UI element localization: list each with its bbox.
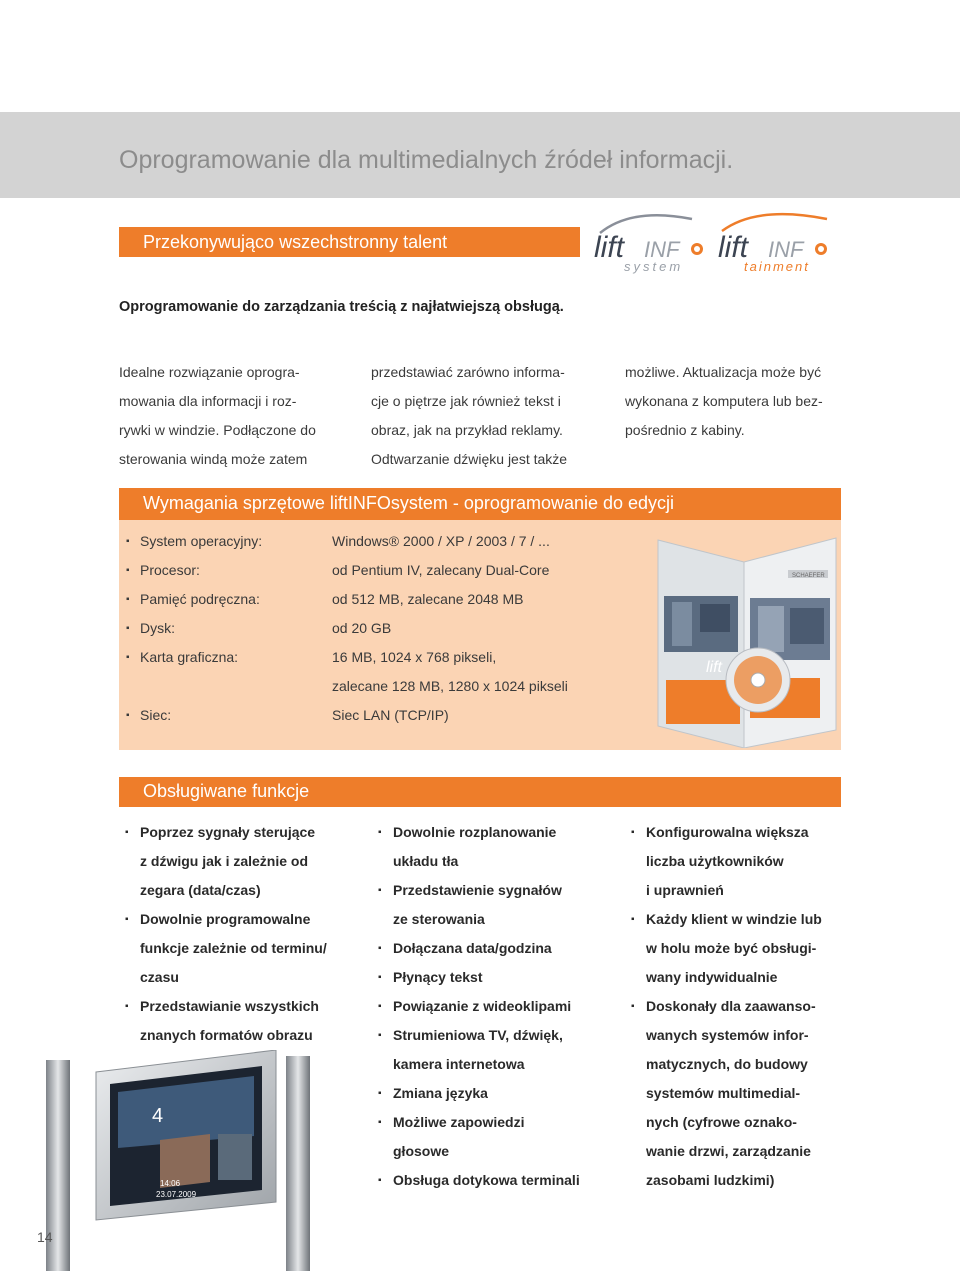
functions-heading: Obsługiwane funkcje (143, 781, 310, 801)
logo-system-text: system (624, 259, 684, 274)
function-item: ▪ Każdy klient w windzie lub (625, 905, 822, 934)
subtitle: Oprogramowanie do zarządzania treścią z najłatwiejszą obsługą. (119, 299, 564, 315)
bullet-icon: ▪ (631, 827, 635, 838)
function-item: znanych formatów obrazu (140, 1027, 313, 1043)
requirement-label: Siec: (140, 707, 172, 723)
box-brand-text: SCHAEFER (792, 573, 825, 579)
bullet-icon: ▪ (378, 827, 382, 838)
kiosk-floor-text: 4 (152, 1105, 164, 1127)
intro-line: cje o piętrze jak również tekst i (371, 393, 561, 409)
page-title: Oprogramowanie dla multimedialnych źródeł informacji. (119, 146, 734, 174)
bullet-icon: ▪ (125, 827, 129, 838)
bullet-icon: ▪ (378, 972, 382, 983)
bullet-icon: ▪ (378, 1001, 382, 1012)
bullet-icon: ▪ (125, 1001, 129, 1012)
function-item: ▪ Strumieniowa TV, dźwięk, (372, 1021, 580, 1050)
function-item: ▪ Przedstawianie wszystkich (119, 992, 327, 1021)
bullet-icon: ▪ (378, 1030, 382, 1041)
requirements-header (119, 488, 841, 520)
intro-column-1 (119, 358, 316, 474)
logo-tainment-text: tainment (744, 259, 810, 274)
kiosk-time-text: 14:06 (160, 1179, 181, 1188)
bullet-icon: ▪ (631, 914, 635, 925)
bullet-icon: ▪ (378, 1175, 382, 1186)
bullet-icon: ▪ (126, 536, 130, 547)
requirement-value: od 20 GB (332, 620, 392, 636)
software-box-image (640, 530, 840, 748)
function-item: funkcje zależnie od terminu/ (140, 940, 327, 956)
function-item: ▪ Dowolnie programowalne (119, 905, 327, 934)
page-number: 14 (37, 1229, 53, 1245)
function-item: ▪ Poprzez sygnały sterujące (119, 818, 327, 847)
requirement-value: 16 MB, 1024 x 768 pikseli, (332, 649, 497, 665)
bullet-icon: ▪ (631, 1001, 635, 1012)
kiosk-date-text: 23.07.2009 (156, 1190, 197, 1199)
intro-line: sterowania windą może zatem (119, 451, 308, 467)
function-item: ▪ Zmiana języka (372, 1079, 580, 1108)
bullet-icon: ▪ (126, 565, 130, 576)
logo-lift-text-2: lift (718, 231, 748, 264)
liftinfo-tainment-logo (718, 214, 827, 274)
bullet-icon: ▪ (126, 652, 130, 663)
tagline-bar (119, 227, 580, 257)
intro-column-2 (371, 358, 567, 474)
function-item: zegara (data/czas) (140, 882, 261, 898)
function-item: w holu może być obsługi- (646, 940, 817, 956)
intro-line: pośrednio z kabiny. (625, 422, 745, 438)
intro-line: rywki w windzie. Podłączone do (119, 422, 316, 438)
function-item: zasobami ludzkimi) (646, 1172, 775, 1188)
bullet-icon: ▪ (378, 1088, 382, 1099)
function-item: nych (cyfrowe oznako- (646, 1114, 797, 1130)
function-item: ▪ Dowolnie rozplanowanie (372, 818, 580, 847)
logo-info-text: INF (644, 237, 680, 262)
intro-line: przedstawiać zarówno informa- (371, 364, 565, 380)
requirement-value: zalecane 128 MB, 1280 x 1024 pikseli (332, 678, 568, 694)
bullet-icon: ▪ (126, 594, 130, 605)
requirement-value: od 512 MB, zalecane 2048 MB (332, 591, 524, 607)
function-item: ▪ Płynący tekst (372, 963, 580, 992)
function-item: ▪ Dołączana data/godzina (372, 934, 580, 963)
requirement-value: od Pentium IV, zalecany Dual-Core (332, 562, 550, 578)
function-item: ▪ Obsługa dotykowa terminali (372, 1166, 580, 1195)
intro-column-3 (625, 358, 823, 445)
function-item: i uprawnień (646, 882, 724, 898)
function-item: ▪ Doskonały dla zaawanso- (625, 992, 822, 1021)
intro-line: wykonana z komputera lub bez- (625, 393, 823, 409)
bullet-icon: ▪ (126, 623, 130, 634)
kiosk-terminal-image (40, 1050, 340, 1271)
function-item: systemów multimedial- (646, 1085, 801, 1101)
requirement-label: Dysk: (140, 620, 175, 636)
functions-column-1 (119, 818, 327, 1050)
intro-line: możliwe. Aktualizacja może być (625, 364, 822, 380)
function-item: liczba użytkowników (646, 853, 784, 869)
function-item: wanie drzwi, zarządzanie (646, 1143, 811, 1159)
logo-lift-text: lift (594, 231, 624, 264)
function-item: ▪ Konfigurowalna większa (625, 818, 822, 847)
requirement-label: Procesor: (140, 562, 200, 578)
box-logo-text: lift (706, 659, 722, 676)
intro-line: Odtwarzanie dźwięku jest także (371, 451, 568, 467)
bullet-icon: ▪ (125, 914, 129, 925)
functions-column-2 (372, 818, 580, 1195)
intro-line: Idealne rozwiązanie oprogra- (119, 364, 300, 380)
requirements-heading: Wymagania sprzętowe liftINFOsystem - oprogramowanie do edycji (143, 493, 675, 513)
function-item: z dźwigu jak i zależnie od (140, 853, 309, 869)
bullet-icon: ▪ (378, 943, 382, 954)
requirement-label: Pamięć podręczna: (140, 591, 260, 607)
intro-line: obraz, jak na przykład reklamy. (371, 422, 563, 438)
intro-line: mowania dla informacji i roz- (119, 393, 297, 409)
function-item: wany indywidualnie (646, 969, 778, 985)
logo-info-text-2: INF (768, 237, 804, 262)
bullet-icon: ▪ (378, 885, 382, 896)
requirement-label: System operacyjny: (140, 533, 263, 549)
function-item: ze sterowania (393, 911, 485, 927)
function-item: kamera internetowa (393, 1056, 525, 1072)
function-item: wanych systemów infor- (646, 1027, 809, 1043)
functions-column-3 (625, 818, 822, 1195)
bullet-icon: ▪ (126, 710, 130, 721)
requirement-value: Siec LAN (TCP/IP) (332, 707, 449, 723)
title-band (0, 112, 960, 198)
function-item: ▪ Powiązanie z wideoklipami (372, 992, 580, 1021)
liftinfo-logos (592, 205, 842, 277)
requirement-value: Windows® 2000 / XP / 2003 / 7 / ... (332, 533, 550, 549)
bullet-icon: ▪ (378, 1117, 382, 1128)
requirement-label: Karta graficzna: (140, 649, 239, 665)
function-item: ▪ Możliwe zapowiedzi (372, 1108, 580, 1137)
function-item: czasu (140, 969, 179, 985)
tagline: Przekonywująco wszechstronny talent (143, 232, 448, 252)
function-item: ▪ Przedstawienie sygnałów (372, 876, 580, 905)
function-item: głosowe (393, 1143, 450, 1159)
functions-header (119, 777, 841, 807)
function-item: matycznych, do budowy (646, 1056, 808, 1072)
liftinfo-system-logo (594, 215, 703, 274)
function-item: układu tła (393, 853, 459, 869)
